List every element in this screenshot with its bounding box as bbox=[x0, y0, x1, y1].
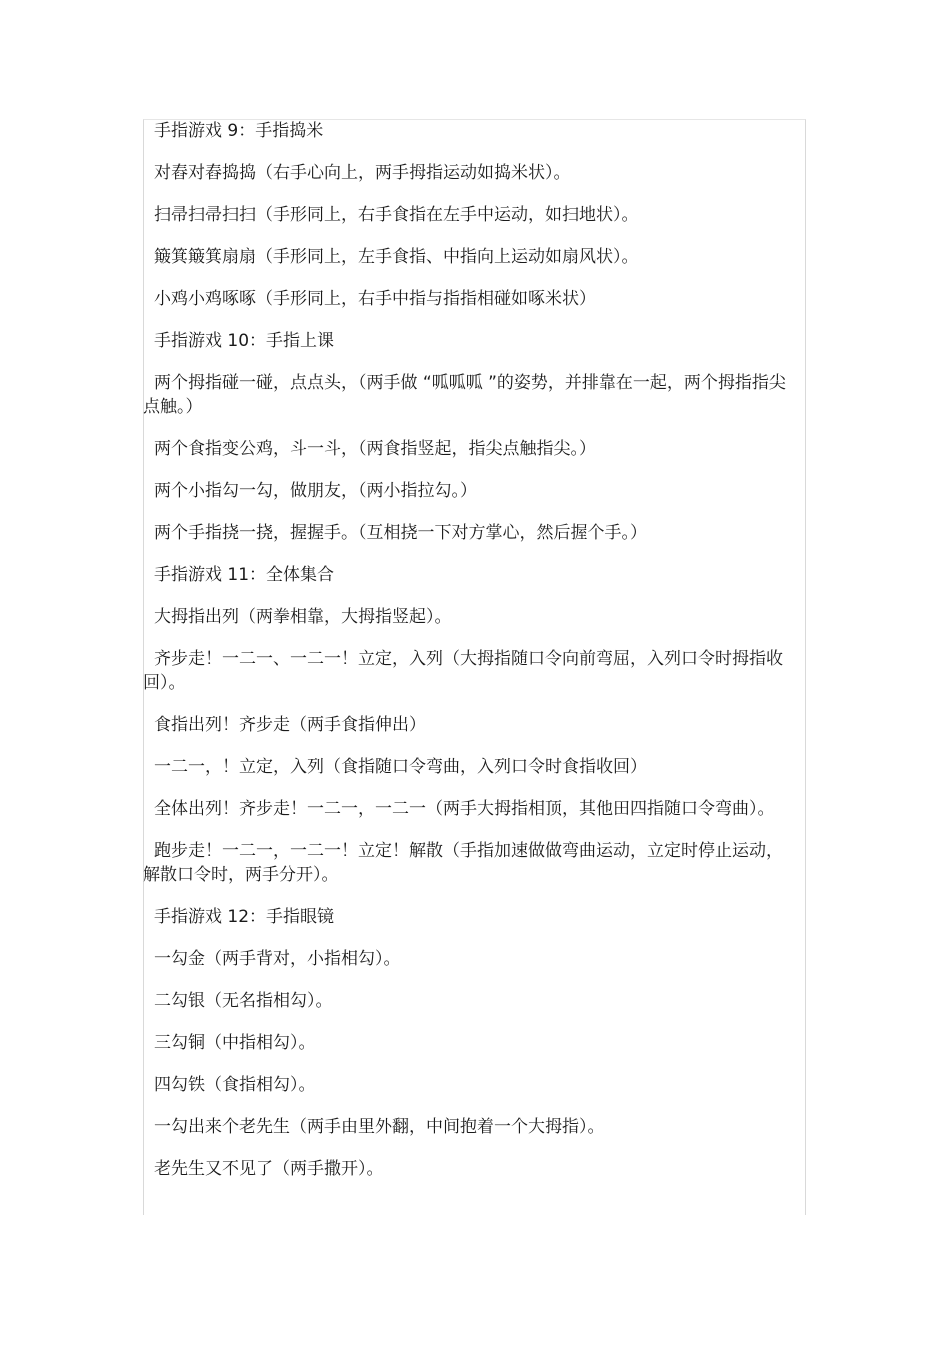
heading-game-11: 手指游戏 11：全体集合 bbox=[154, 565, 335, 585]
paragraph: 齐步走！一二一、一二一！立定，入列（大拇指随口令向前弯屈，入列口令时拇指收回）。 bbox=[143, 649, 783, 693]
paragraph: 一勾出来个老先生（两手由里外翻，中间抱着一个大拇指）。 bbox=[154, 1117, 605, 1137]
paragraph: 两个手指挠一挠，握握手。（互相挠一下对方掌心，然后握个手。） bbox=[154, 523, 647, 543]
paragraph: 对舂对舂捣捣（右手心向上，两手拇指运动如捣米状）。 bbox=[154, 163, 571, 183]
paragraph: 一二一，！立定，入列（食指随口令弯曲，入列口令时食指收回） bbox=[154, 757, 647, 777]
paragraph: 大拇指出列（两拳相靠，大拇指竖起）。 bbox=[154, 607, 452, 627]
paragraph: 扫帚扫帚扫扫（手形同上，右手食指在左手中运动，如扫地状）。 bbox=[154, 205, 639, 225]
paragraph: 两个小指勾一勾，做朋友，（两小指拉勾。） bbox=[154, 481, 477, 501]
heading-game-10: 手指游戏 10：手指上课 bbox=[154, 331, 335, 351]
paragraph: 两个拇指碰一碰，点点头，（两手做 “呱呱呱 ”的姿势，并排靠在一起，两个拇指指尖点触。） bbox=[143, 373, 786, 417]
paragraph: 两个食指变公鸡，斗一斗，（两食指竖起，指尖点触指尖。） bbox=[154, 439, 596, 459]
paragraph: 全体出列！齐步走！一二一，一二一（两手大拇指相顶，其他田四指随口令弯曲）。 bbox=[154, 799, 775, 819]
paragraph: 小鸡小鸡啄啄（手形同上，右手中指与指指相碰如啄米状） bbox=[154, 289, 596, 309]
heading-game-12: 手指游戏 12：手指眼镜 bbox=[154, 907, 335, 927]
paragraph: 四勾铁（食指相勾）。 bbox=[154, 1075, 316, 1095]
paragraph: 一勾金（两手背对，小指相勾）。 bbox=[154, 949, 401, 969]
paragraph: 二勾银（无名指相勾）。 bbox=[154, 991, 333, 1011]
paragraph: 簸箕簸箕扇扇（手形同上，左手食指、中指向上运动如扇风状）。 bbox=[154, 247, 639, 267]
paragraph: 三勾铜（中指相勾）。 bbox=[154, 1033, 316, 1053]
document-body bbox=[143, 119, 795, 1181]
paragraph: 跑步走！一二一，一二一！立定！解散（手指加速做做弯曲运动，立定时停止运动，解散口令时，两手分开）。 bbox=[143, 841, 783, 885]
heading-game-9: 手指游戏 9：手指捣米 bbox=[154, 121, 324, 141]
paragraph: 老先生又不见了（两手撒开）。 bbox=[154, 1159, 384, 1179]
paragraph: 食指出列！齐步走（两手食指伸出） bbox=[154, 715, 426, 735]
